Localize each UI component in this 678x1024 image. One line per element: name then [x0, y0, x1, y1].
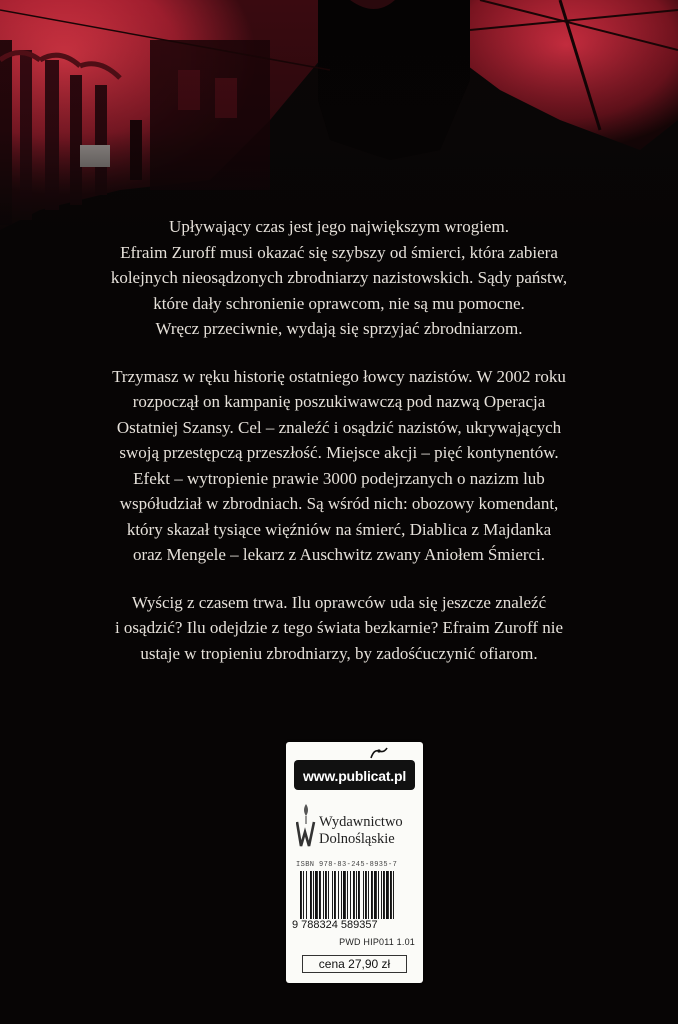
blurb-line: Ostatniej Szansy. Cel – znaleźć i osądzić nazistów, ukrywających: [116, 417, 562, 437]
blurb-line: i osądzić? Ilu odejdzie z tego świata bezkarnie? Efraim Zuroff nie: [114, 618, 564, 637]
blurb-line: ustaje w tropieniu zbrodniarzy, by zadośćuczynić ofiarom.: [140, 643, 538, 663]
blurb-paragraph-3: [60, 590, 618, 667]
barcode-bar: [334, 871, 336, 919]
barcode-bar: [306, 871, 307, 919]
publisher-url: www.publicat.pl: [302, 768, 407, 784]
barcode-bar: [315, 871, 318, 919]
barcode-bar: [347, 871, 348, 919]
barcode-digits: 9 788324 589357: [292, 919, 378, 931]
blurb-paragraph-1: [60, 214, 618, 342]
barcode-bar: [393, 871, 394, 919]
publicat-logo-icon: [370, 747, 388, 759]
product-code: PWD HIP011 1.01: [339, 937, 415, 947]
isbn-barcode: [300, 871, 412, 919]
barcode-bar: [325, 871, 327, 919]
barcode-bar: [350, 871, 351, 919]
barcode-bar: [338, 871, 339, 919]
barcode-bar: [371, 871, 373, 919]
barcode-bar: [365, 871, 367, 919]
blurb-line: rozpoczął on kampanię poszukiwawczą pod nazwą Operacja: [132, 392, 546, 411]
barcode-bar: [343, 871, 346, 919]
blurb-line: Efraim Zuroff musi okazać się szybszy od śmierci, która zabiera: [120, 242, 558, 262]
publisher-name-line-1: Wydawnictwo: [319, 814, 403, 830]
wydawnictwo-dolnoslaskie-logo-icon: [296, 802, 316, 852]
barcode-bar: [328, 871, 329, 919]
barcode-bar: [390, 871, 392, 919]
price-label: cena 27,90 zł: [302, 955, 407, 973]
blurb-line: Upływający czas jest jego największym wrogiem.: [169, 217, 509, 236]
blurb-line: Trzymasz w ręku historię ostatniego łowcy nazistów. W 2002 roku: [112, 366, 566, 386]
barcode-bar: [368, 871, 369, 919]
blurb-paragraph-2: [60, 364, 618, 568]
barcode-bar: [303, 871, 304, 919]
barcode-bar: [383, 871, 385, 919]
barcode-bar: [310, 871, 312, 919]
blurb-line: współudział w zbrodniach. Są wśród nich: obozowy komendant,: [119, 494, 559, 513]
isbn-text: ISBN 978-83-245-8935-7: [296, 861, 398, 869]
barcode-bar: [378, 871, 379, 919]
blurb-line: swoją przestępczą przeszłość. Miejsce akcji – pięć kontynentów.: [119, 443, 559, 462]
barcode-bar: [319, 871, 321, 919]
barcode-bar: [353, 871, 355, 919]
blurb-line: który skazał tysiące więźniów na śmierć, Diablica z Majdanka: [126, 519, 552, 539]
barcode-bar: [381, 871, 382, 919]
cover-art: [0, 0, 678, 240]
barcode-bar: [332, 871, 333, 919]
barcode-sticker: [286, 742, 423, 983]
blurb-line: Wręcz przeciwnie, wydają się sprzyjać zbrodniarzom.: [155, 319, 523, 338]
barcode-bar: [323, 871, 324, 919]
barcode-bar: [363, 871, 364, 919]
publisher-name: [319, 814, 423, 848]
blurb-line: oraz Mengele – lekarz z Auschwitz zwany Aniołem Śmierci.: [132, 545, 546, 564]
publisher-name-line-2: Dolnośląskie: [319, 831, 395, 847]
barcode-bar: [300, 871, 302, 919]
back-cover-blurb: [60, 214, 618, 688]
blurb-line: kolejnych nieosądzonych zbrodniarzy nazistowskich. Sądy państw,: [110, 268, 568, 287]
blurb-line: Efekt – wytropienie prawie 3000 podejrzanych o nazizm lub: [133, 468, 545, 488]
blurb-line: które dały schronienie oprawcom, nie są mu pomocne.: [153, 293, 525, 313]
barcode-bar: [374, 871, 377, 919]
blurb-line: Wyścig z czasem trwa. Ilu oprawców uda się jeszcze znaleźć: [131, 592, 547, 612]
publisher-url-badge: [294, 760, 415, 790]
barcode-bar: [313, 871, 314, 919]
barcode-bar: [358, 871, 360, 919]
barcode-bar: [341, 871, 342, 919]
barcode-bar: [356, 871, 357, 919]
barcode-bar: [386, 871, 389, 919]
